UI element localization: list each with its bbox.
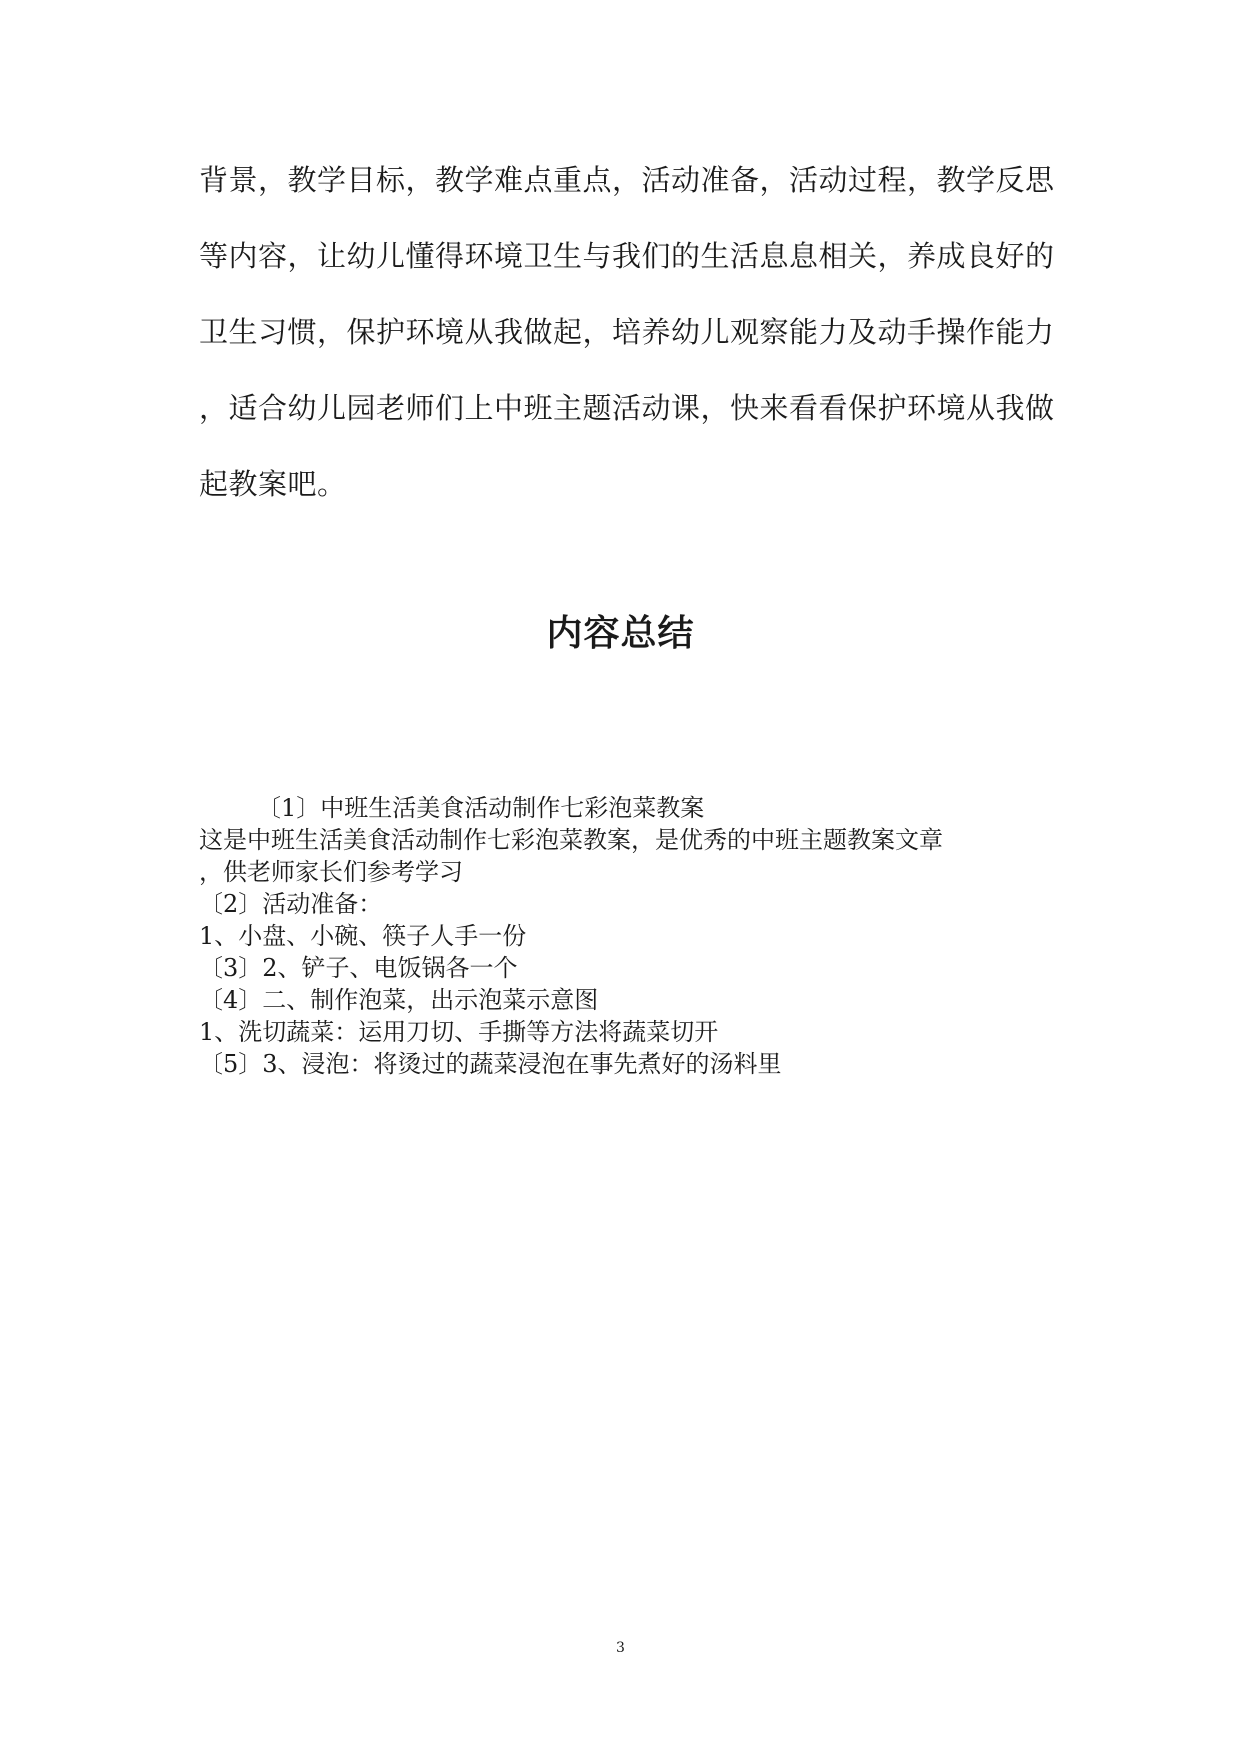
intro-paragraph xyxy=(199,155,1059,535)
summary-line: 〔4〕二、制作泡菜，出示泡菜示意图 xyxy=(199,986,599,1014)
summary-line: ，供老师家长们参考学习 xyxy=(199,858,463,886)
intro-line: 等内容，让幼儿懂得环境卫生与我们的生活息息相关，养成良好的 xyxy=(199,239,1055,273)
summary-list xyxy=(199,792,1059,1080)
intro-line: ，适合幼儿园老师们上中班主题活动课，快来看看保护环境从我做 xyxy=(199,391,1055,425)
page-number: 3 xyxy=(616,1640,625,1656)
intro-line: 背景，教学目标，教学难点重点，活动准备，活动过程，教学反思 xyxy=(199,163,1055,197)
summary-line: 这是中班生活美食活动制作七彩泡菜教案，是优秀的中班主题教案文章 xyxy=(199,826,943,854)
summary-line: 〔3〕2、铲子、电饭锅各一个 xyxy=(199,954,518,982)
intro-line: 卫生习惯，保护环境从我做起，培养幼儿观察能力及动手操作能力 xyxy=(199,315,1055,349)
summary-line: 1、洗切蔬菜：运用刀切、手撕等方法将蔬菜切开 xyxy=(199,1018,719,1046)
intro-line: 起教案吧。 xyxy=(199,467,347,501)
summary-line: 〔5〕3、浸泡：将烫过的蔬菜浸泡在事先煮好的汤料里 xyxy=(199,1050,782,1078)
summary-line: 1、小盘、小碗、筷子人手一份 xyxy=(199,922,527,950)
section-heading: 内容总结 xyxy=(546,613,695,654)
summary-line: 〔1〕中班生活美食活动制作七彩泡菜教案 xyxy=(257,794,705,822)
summary-line: 〔2〕活动准备： xyxy=(199,890,383,918)
